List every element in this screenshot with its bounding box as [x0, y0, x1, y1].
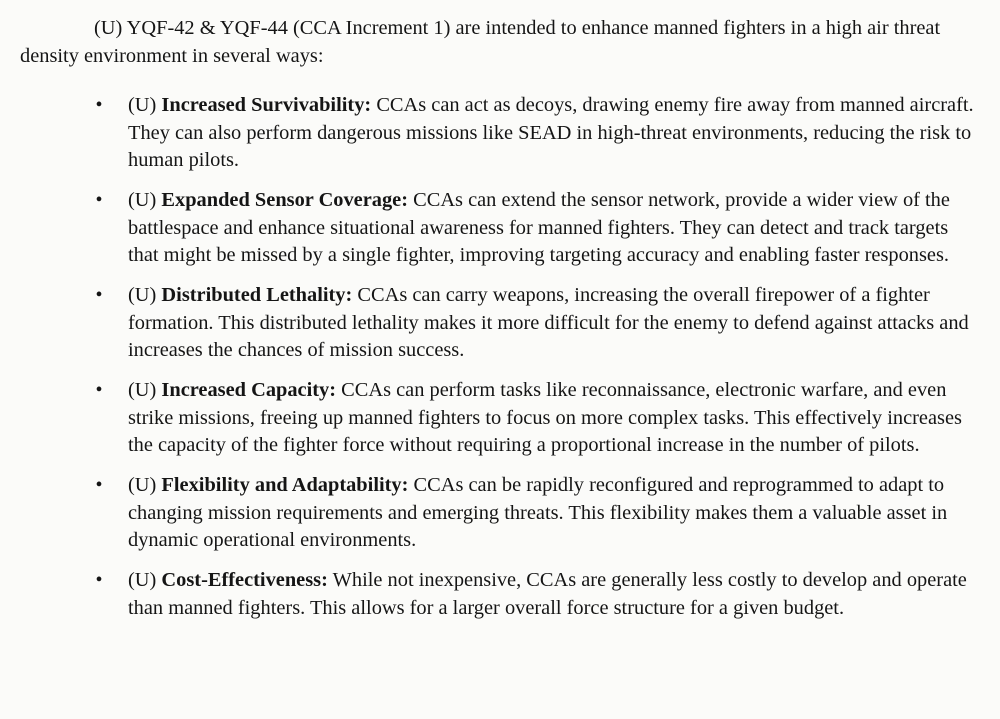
bullet-icon: •: [95, 284, 103, 306]
item-description: CCAs can carry weapons, increasing the overall firepower of a fighter formation. This distributed lethality makes it more difficult for the enemy to defend against attacks and increases the chances of mission success.: [128, 284, 969, 361]
item-term: Cost-Effectiveness:: [161, 569, 328, 591]
item-term: Distributed Lethality:: [161, 284, 353, 306]
bullet-icon: •: [95, 379, 103, 401]
item-description: CCAs can be rapidly reconfigured and reprogrammed to adapt to changing mission requirements and emerging threats. This flexibility makes them a valuable asset in dynamic operational environments.: [128, 474, 948, 551]
classification-marking: (U): [128, 379, 157, 401]
bullet-icon: •: [95, 474, 103, 496]
item-term: Increased Capacity:: [161, 379, 337, 401]
classification-marking: (U): [128, 94, 157, 116]
bullet-icon: •: [95, 189, 103, 211]
item-term: Expanded Sensor Coverage:: [161, 189, 409, 211]
benefits-list: [20, 92, 976, 622]
item-term: Increased Survivability:: [161, 94, 372, 116]
list-item: [20, 567, 976, 622]
list-item: [20, 472, 976, 555]
item-description: While not inexpensive, CCAs are generally less costly to develop and operate than manned fighters. This allows for a larger overall force structure for a given budget.: [128, 569, 967, 619]
item-description: CCAs can act as decoys, drawing enemy fire away from manned aircraft. They can also perform dangerous missions like SEAD in high-threat environments, reducing the risk to human pilots.: [128, 94, 974, 171]
item-description: CCAs can extend the sensor network, provide a wider view of the battlespace and enhance situational awareness for manned fighters. They can detect and track targets that might be missed by a single fighter, improving targeting accuracy and enabling faster responses.: [128, 189, 950, 266]
list-item: [20, 282, 976, 365]
list-item: [20, 187, 976, 270]
classification-marking: (U): [128, 189, 157, 211]
item-description: CCAs can perform tasks like reconnaissance, electronic warfare, and even strike missions, freeing up manned fighters to focus on more complex tasks. This effectively increases the capacity of the fighter force without requiring a proportional increase in the number of pilots.: [128, 379, 962, 456]
list-item: [20, 377, 976, 460]
classification-marking: (U): [128, 474, 157, 496]
classification-marking: (U): [128, 569, 157, 591]
bullet-icon: •: [95, 569, 103, 591]
item-term: Flexibility and Adaptability:: [161, 474, 409, 496]
intro-paragraph: (U) YQF-42 & YQF-44 (CCA Increment 1) are intended to enhance manned fighters in a high air threat density environment in several ways:: [20, 17, 941, 67]
bullet-icon: •: [95, 94, 103, 116]
list-item: [20, 92, 976, 175]
classification-marking: (U): [128, 284, 157, 306]
